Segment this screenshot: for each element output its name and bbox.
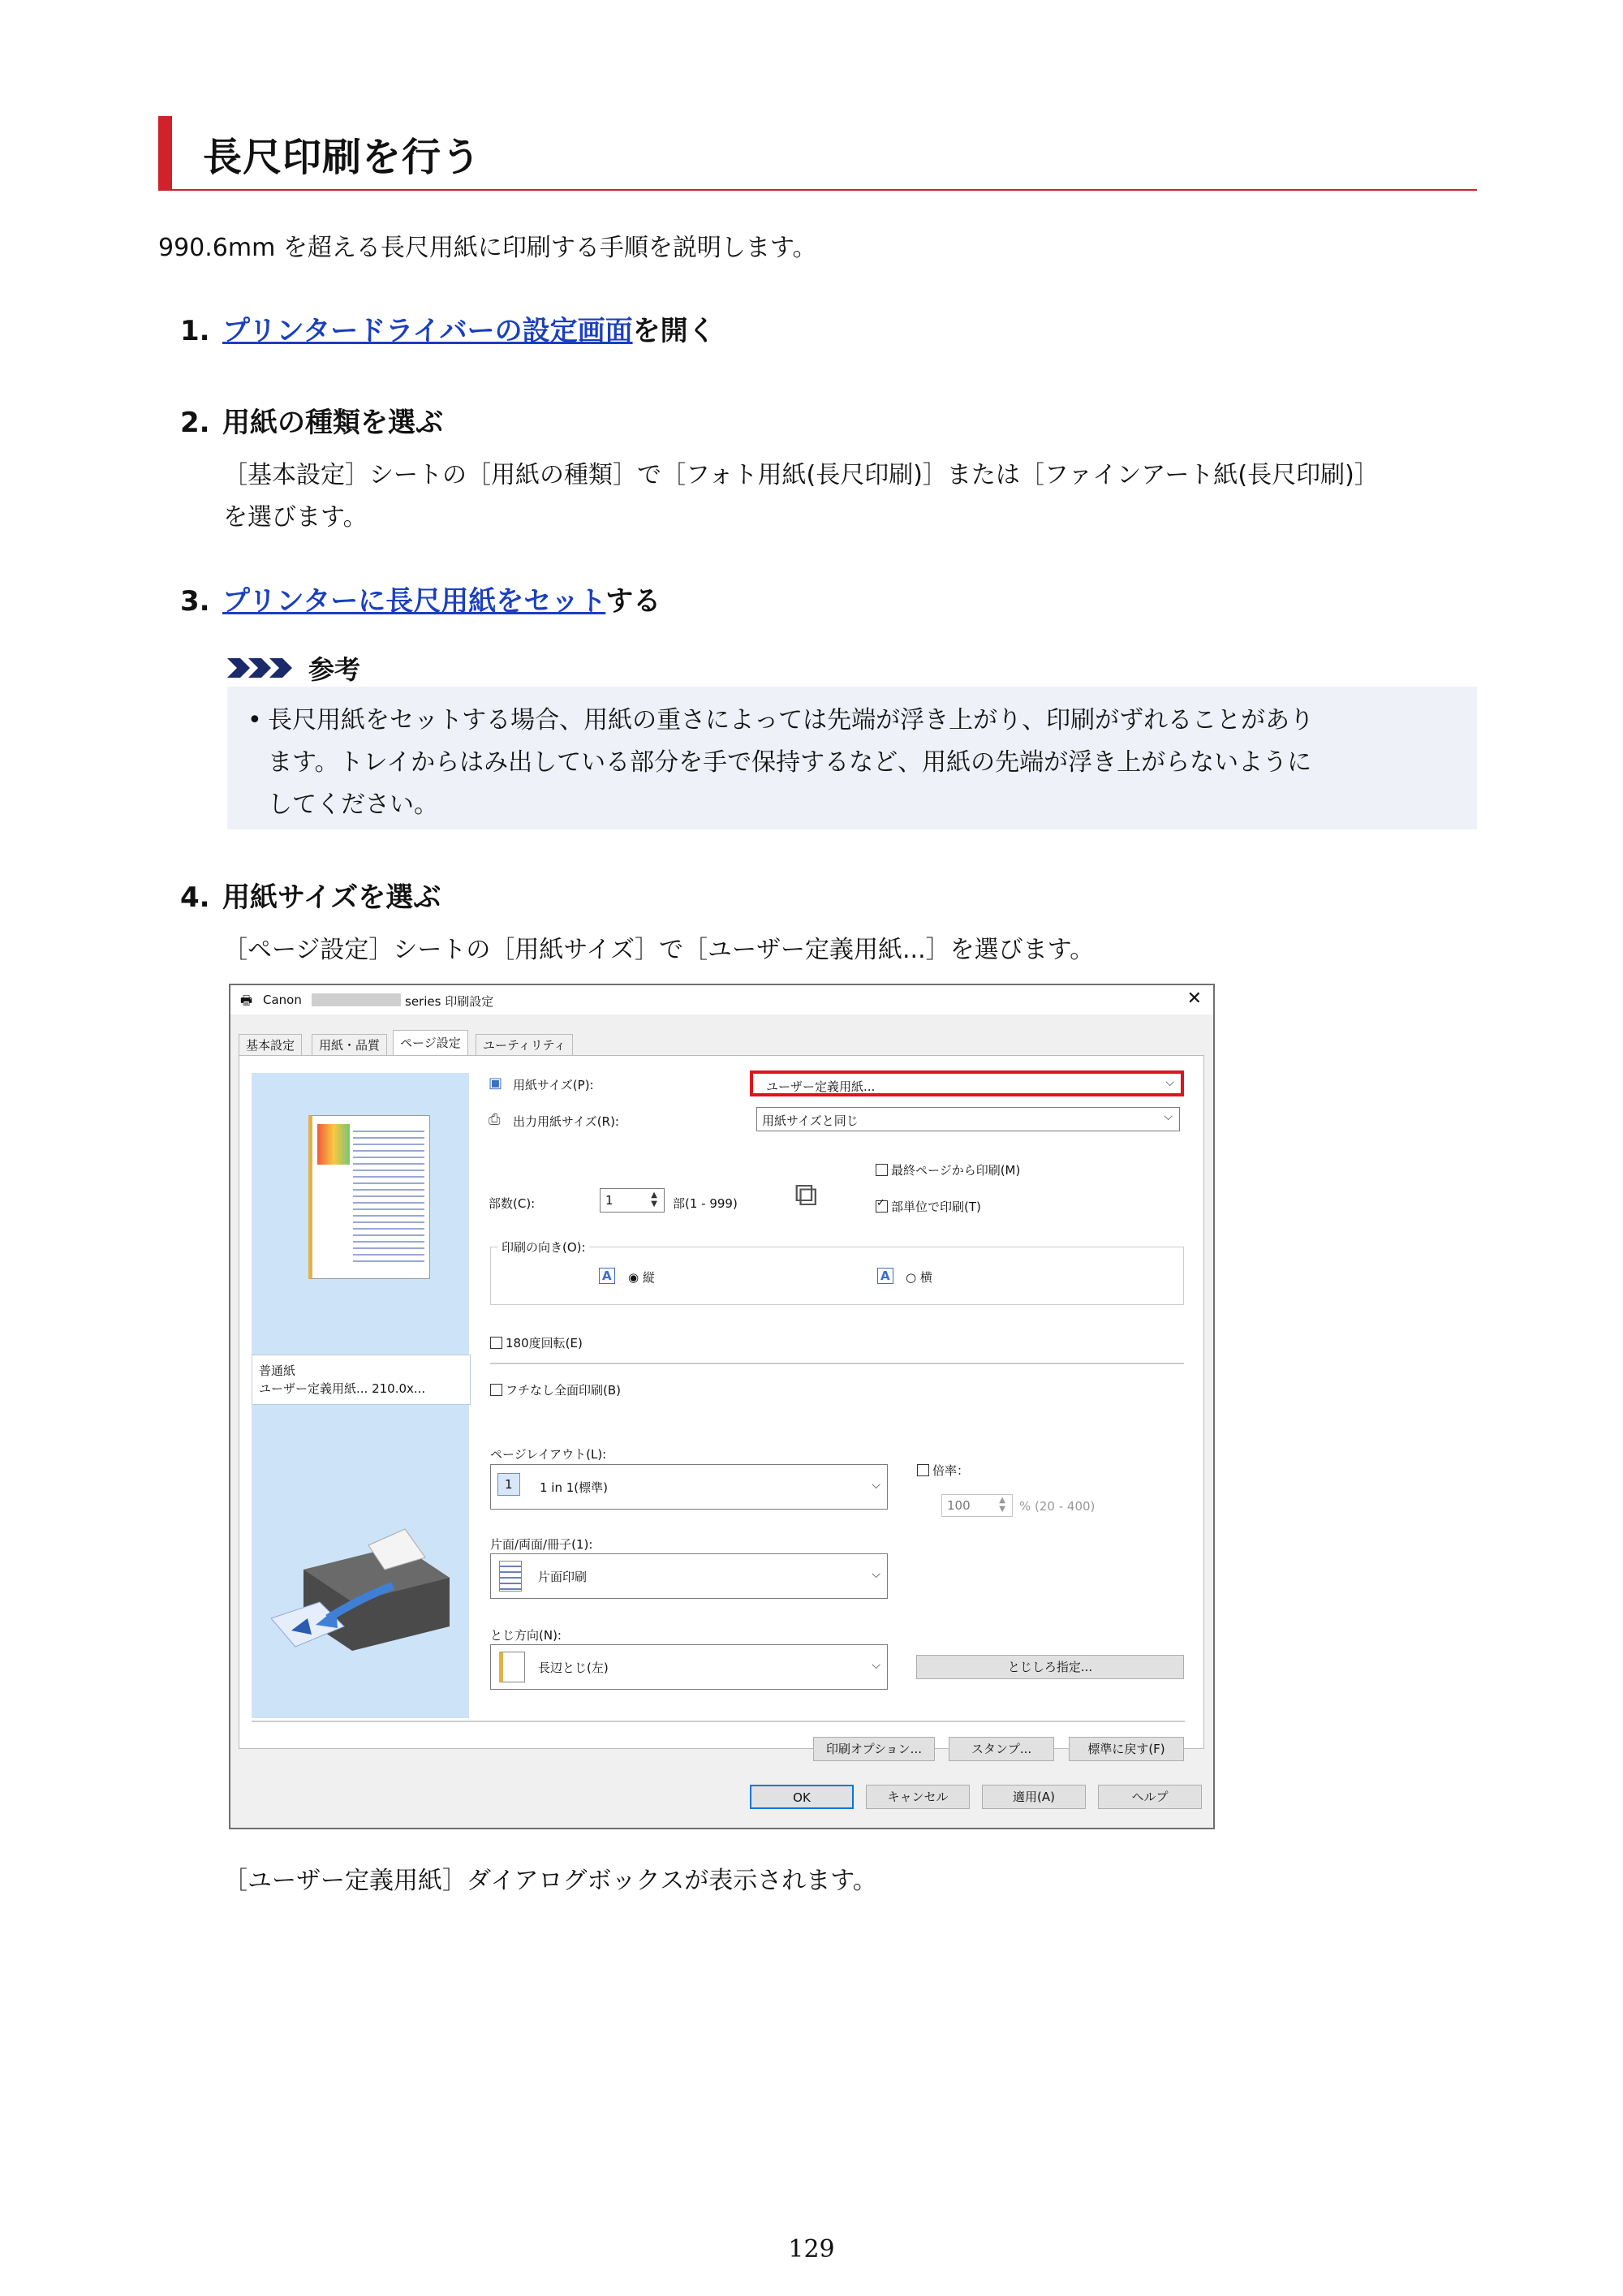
- borderless-label: フチなし全面印刷(B): [506, 1383, 621, 1398]
- portrait-radio[interactable]: ◉ 縦: [628, 1270, 655, 1285]
- preview-image: [317, 1124, 350, 1165]
- last-page-first-label: 最終ページから印刷(M): [891, 1163, 1021, 1178]
- step-1: [180, 308, 716, 348]
- step-text: 用紙サイズを選ぶ: [222, 881, 441, 914]
- driver-settings-link[interactable]: プリンタードライバーの設定画面: [222, 315, 633, 347]
- note-text: [268, 700, 1453, 826]
- step-4-body: ［ページ設定］シートの［用紙サイズ］で［ユーザー定義用紙...］を選びます。: [223, 936, 1095, 964]
- tab-utility[interactable]: ユーティリティ: [476, 1034, 573, 1057]
- note-line-3: してください。: [268, 790, 438, 819]
- note-title: 参考: [308, 654, 361, 685]
- checkbox-box: [876, 1200, 888, 1213]
- duplex-label: 片面/両面/冊子(1):: [490, 1537, 593, 1552]
- paper-size-icon: ▣: [489, 1075, 503, 1092]
- orientation-label: 印刷の向き(O):: [498, 1238, 589, 1256]
- output-size-label: 出力用紙サイズ(R):: [513, 1114, 619, 1129]
- rotate-180-checkbox[interactable]: [490, 1334, 583, 1351]
- step-text: 用紙の種類を選ぶ: [222, 407, 443, 439]
- chevron-down-icon: ⌵: [1164, 1110, 1173, 1123]
- step-4: [180, 875, 441, 915]
- chevron-down-icon: ⌵: [1165, 1076, 1174, 1089]
- preview-info: [252, 1355, 471, 1405]
- tab-page-setup[interactable]: ページ設定: [393, 1030, 468, 1056]
- step-4-result: ［ユーザー定義用紙］ダイアログボックスが表示されます。: [223, 1867, 877, 1895]
- printer-illustration-icon: [271, 1521, 466, 1667]
- layout-select[interactable]: [490, 1464, 888, 1510]
- print-settings-dialog: [229, 984, 1215, 1829]
- step-number: 1.: [180, 315, 210, 347]
- page-title: 長尺印刷を行う: [203, 135, 482, 180]
- bullet-icon: •: [248, 706, 262, 734]
- binding-margin-button[interactable]: とじしろ指定...: [916, 1655, 1184, 1679]
- cancel-button[interactable]: キャンセル: [866, 1785, 970, 1809]
- portrait-icon: A: [599, 1268, 615, 1284]
- chevron-down-icon: ⌵: [872, 1659, 880, 1672]
- step-3: [180, 579, 661, 618]
- checkbox-box: [917, 1464, 929, 1476]
- page-number: 129: [788, 2235, 835, 2264]
- binding-value: 長辺とじ(左): [538, 1661, 609, 1675]
- preview-media-type: 普通紙: [259, 1363, 296, 1378]
- orientation-group: [490, 1247, 1184, 1305]
- checkbox-box: [490, 1337, 502, 1349]
- note-line-1: 長尺用紙をセットする場合、用紙の重さによっては先端が浮き上がり、印刷がずれることがあり: [268, 706, 1315, 734]
- collate-label: 部単位で印刷(T): [891, 1200, 981, 1214]
- dialog-title-prefix: Canon: [263, 993, 302, 1007]
- output-size-value: 用紙サイズと同じ: [762, 1114, 859, 1128]
- portrait-label: 縦: [642, 1270, 655, 1285]
- checkbox-box: [490, 1384, 502, 1396]
- scale-value: 100: [947, 1498, 971, 1513]
- step-number: 4.: [180, 881, 210, 914]
- output-size-select[interactable]: [756, 1107, 1180, 1131]
- long-edge-left-icon: [499, 1652, 525, 1682]
- step-number: 2.: [180, 407, 210, 439]
- note-chevrons-icon: [227, 656, 299, 680]
- last-page-first-checkbox[interactable]: [876, 1161, 1020, 1178]
- binding-label: とじ方向(N):: [490, 1628, 562, 1643]
- chevron-down-icon: ⌵: [872, 1479, 880, 1492]
- layout-label: ページレイアウト(L):: [490, 1447, 607, 1462]
- stamp-button[interactable]: スタンプ...: [949, 1737, 1054, 1761]
- copies-value: 1: [605, 1193, 613, 1208]
- printer-model-mask: [312, 993, 401, 1006]
- binding-select[interactable]: [490, 1644, 888, 1690]
- help-button[interactable]: ヘルプ: [1098, 1785, 1202, 1809]
- paper-size-value: ユーザー定義用紙...: [766, 1079, 876, 1094]
- preview-paper-size: ユーザー定義用紙... 210.0x...: [259, 1381, 426, 1396]
- defaults-button[interactable]: 標準に戻す(F): [1069, 1737, 1184, 1761]
- spinner-icon[interactable]: ▲ ▼: [999, 1496, 1005, 1514]
- printer-icon: 🖶: [240, 993, 253, 1008]
- heading-accent-bar: [158, 116, 172, 191]
- landscape-label: 横: [919, 1270, 932, 1285]
- scale-range: % (20 - 400): [1019, 1499, 1096, 1514]
- layout-1up-icon: 1: [497, 1473, 520, 1496]
- layout-value: 1 in 1(標準): [540, 1480, 609, 1495]
- tab-basic[interactable]: 基本設定: [239, 1034, 302, 1057]
- step-number: 3.: [180, 585, 210, 618]
- chevron-down-icon: ⌵: [872, 1568, 880, 1581]
- copies-label: 部数(C):: [489, 1196, 536, 1211]
- borderless-checkbox[interactable]: [490, 1381, 621, 1398]
- apply-button[interactable]: 適用(A): [982, 1785, 1086, 1809]
- step-text: を開く: [632, 315, 716, 347]
- tab-paper-quality[interactable]: 用紙・品質: [312, 1034, 387, 1057]
- heading-rule: [158, 189, 1477, 191]
- close-icon[interactable]: ✕: [1186, 989, 1202, 1009]
- copies-range: 部(1 - 999): [673, 1196, 738, 1211]
- note-heading: [227, 649, 360, 687]
- scale-label: 倍率：: [932, 1463, 970, 1478]
- scale-input[interactable]: [941, 1494, 1013, 1517]
- preview-lines: [353, 1126, 424, 1264]
- duplex-select[interactable]: [490, 1553, 888, 1599]
- page-preview: [308, 1115, 430, 1279]
- step-2: [180, 400, 443, 440]
- intro-text: 990.6mm を超える長尺用紙に印刷する手順を説明します。: [158, 234, 817, 262]
- collate-checkbox[interactable]: [876, 1198, 981, 1215]
- checkbox-box: [876, 1164, 888, 1176]
- collate-stack-icon: ⧉: [794, 1176, 818, 1213]
- paper-size-label: 用紙サイズ(P):: [513, 1078, 594, 1092]
- step-2-body-line1: ［基本設定］シートの［用紙の種類］で［フォト用紙(長尺印刷)］または［ファインアート紙(長尺印刷)］: [223, 461, 1379, 489]
- copies-input[interactable]: [600, 1188, 665, 1213]
- divider: [252, 1721, 1185, 1722]
- step-2-body-line2: を選びます。: [223, 503, 368, 532]
- load-paper-link[interactable]: プリンターに長尺用紙をセット: [222, 585, 606, 618]
- scale-checkbox[interactable]: [917, 1462, 969, 1479]
- single-sided-icon: [499, 1561, 522, 1592]
- note-line-2: ます。トレイからはみ出している部分を手で保持するなど、用紙の先端が浮き上がらないように: [268, 748, 1312, 777]
- step-text: する: [605, 585, 661, 618]
- print-options-button[interactable]: 印刷オプション...: [813, 1737, 935, 1761]
- rotate-180-label: 180度回転(E): [506, 1336, 583, 1350]
- duplex-value: 片面印刷: [538, 1570, 588, 1584]
- landscape-icon: A: [877, 1268, 893, 1284]
- ok-button[interactable]: OK: [750, 1785, 854, 1809]
- paper-size-select[interactable]: [750, 1070, 1184, 1096]
- divider: [490, 1363, 1184, 1364]
- landscape-radio[interactable]: ○ 横: [906, 1270, 932, 1285]
- spinner-icon[interactable]: ▲ ▼: [651, 1191, 657, 1208]
- output-size-icon: ⎙: [489, 1111, 501, 1128]
- dialog-title-suffix: series 印刷設定: [405, 994, 494, 1009]
